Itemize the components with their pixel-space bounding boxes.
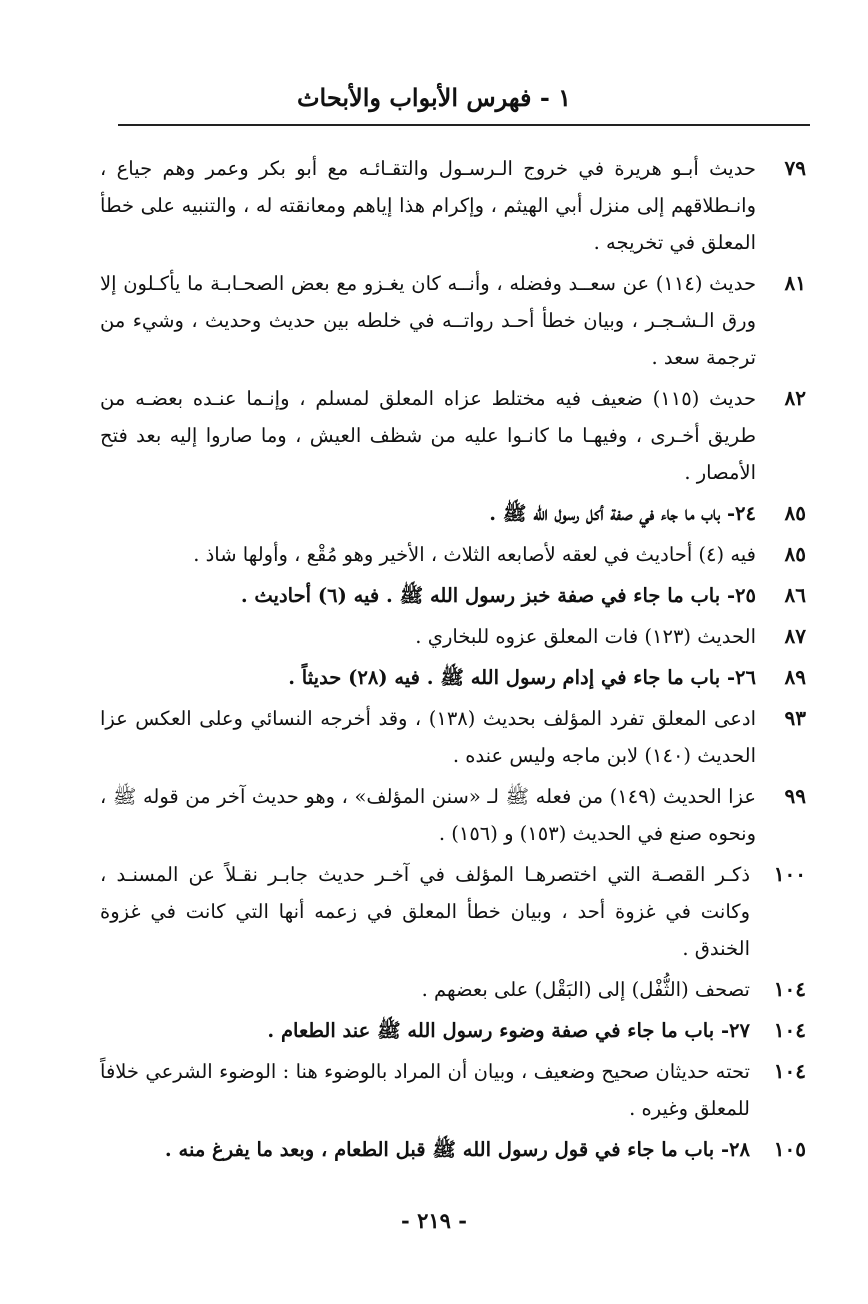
entry-text: الحديث (١٢٣) فات المعلق عزوه للبخاري .	[415, 625, 756, 648]
entry-page-number: ٩٩	[784, 784, 806, 808]
index-entry	[100, 856, 806, 967]
index-entry	[100, 659, 806, 696]
index-entry	[100, 971, 806, 1008]
chapter-heading: ٢٨- باب ما جاء في قول رسول الله ﷺ قبل الطعام ، وبعد ما يفرغ منه .	[164, 1138, 750, 1161]
entry-page-number: ١٠٤	[773, 977, 806, 1001]
index-entry	[100, 495, 806, 532]
page-number: - ٢١٩ -	[401, 1208, 467, 1233]
entry-page-number: ٨٢	[784, 386, 806, 410]
index-entry	[100, 1012, 806, 1049]
chapter-heading: ٢٤- باب ما جاء في صفة أكل رسول الله ﷺ .	[489, 502, 756, 525]
index-entry	[100, 265, 806, 376]
entry-text: حديث (١١٤) عن سعــد وفضله ، وأنــه كان يغـزو مع بعض الصحـابـة ما يأكـلون إلا ورق الـشـجـر ، وبيان خطأ أحـد رواتــه في خلطه بين حديث وحديث ، وشيء من ترجمة سعد .	[100, 272, 756, 369]
entry-page-number: ١٠٠	[773, 862, 806, 886]
entry-page-number: ٨٧	[784, 624, 806, 648]
entry-text: حديث (١١٥) ضعيف فيه مختلط عزاه المعلق لمسلم ، وإنـما عنـده بعضـه من طريق أخـرى ، وفيهـا ما كانـوا عليه من شظف العيش ، وما صاروا إليه بعد فتح الأمصار .	[100, 387, 757, 484]
chapter-heading: ٢٥- باب ما جاء في صفة خبز رسول الله ﷺ . فيه (٦) أحاديث .	[240, 584, 756, 607]
index-entry	[100, 380, 806, 491]
index-entry	[100, 1131, 806, 1168]
entry-page-number: ٩٣	[784, 706, 806, 730]
entry-page-number: ١٠٥	[773, 1137, 806, 1161]
entry-page-number: ٨٦	[784, 583, 806, 607]
entry-text: ادعى المعلق تفرد المؤلف بحديث (١٣٨) ، وقد أخرجه النسائي وعلى العكس عزا الحديث (١٤٠) لابن ماجه وليس عنده .	[100, 707, 757, 767]
index-entry	[100, 778, 806, 852]
index-entry	[100, 150, 806, 261]
entry-text: ذكـر القصـة التي اختصرهـا المؤلف في آخـر حديث جابـر نقـلاً عن المسنـد ، وكانت في غزوة أحد ، وبيان خطأ المعلق في زعمه أنها التي كانت في غزوة الخندق .	[100, 863, 750, 960]
chapter-heading: ٢٦- باب ما جاء في إدام رسول الله ﷺ . فيه (٢٨) حديثاً .	[288, 666, 756, 689]
page-title: ١ - فهرس الأبواب والأبحاث	[296, 83, 572, 112]
entry-page-number: ٨٥	[784, 501, 806, 525]
header-divider	[118, 124, 810, 126]
entry-page-number: ١٠٤	[773, 1059, 806, 1083]
entry-text: حديث أبـو هريرة في خروج الـرسـول والتقـائـه مع أبو بكر وعمر وهم جياع ، وانـطلاقهم إلى منزل أبي الهيثم ، وإكرام هذا إياهم ومعانقته له ، والتنبيه على خطأ المعلق في تخريجه .	[100, 157, 756, 254]
entry-text: فيه (٤) أحاديث في لعقه لأصابعه الثلاث ، الأخير وهو مُقْع ، وأولها شاذ .	[193, 543, 756, 566]
index-entry	[100, 1053, 806, 1127]
entry-page-number: ٧٩	[784, 156, 806, 180]
entry-page-number: ٨٥	[784, 542, 806, 566]
index-entry	[100, 700, 806, 774]
entry-page-number: ٨١	[784, 271, 806, 295]
entry-page-number: ١٠٤	[773, 1018, 806, 1042]
index-entry	[100, 536, 806, 573]
entry-text: تصحف (الثُّفْل) إلى (البَقْل) على بعضهم .	[421, 978, 750, 1001]
index-entry	[100, 577, 806, 614]
entry-text: عزا الحديث (١٤٩) من فعله ﷺ لـ «سنن المؤلف» ، وهو حديث آخر من قوله ﷺ ، ونحوه صنع في الحديث (١٥٣) و (١٥٦) .	[100, 785, 756, 845]
entry-text: تحته حديثان صحيح وضعيف ، وبيان أن المراد بالوضوء هنا : الوضوء الشرعي خلافاً للمعلق وغيره .	[100, 1060, 750, 1120]
index-entry	[100, 618, 806, 655]
index-list	[100, 150, 806, 1172]
chapter-heading: ٢٧- باب ما جاء في صفة وضوء رسول الله ﷺ عند الطعام .	[267, 1019, 750, 1042]
entry-page-number: ٨٩	[784, 665, 806, 689]
